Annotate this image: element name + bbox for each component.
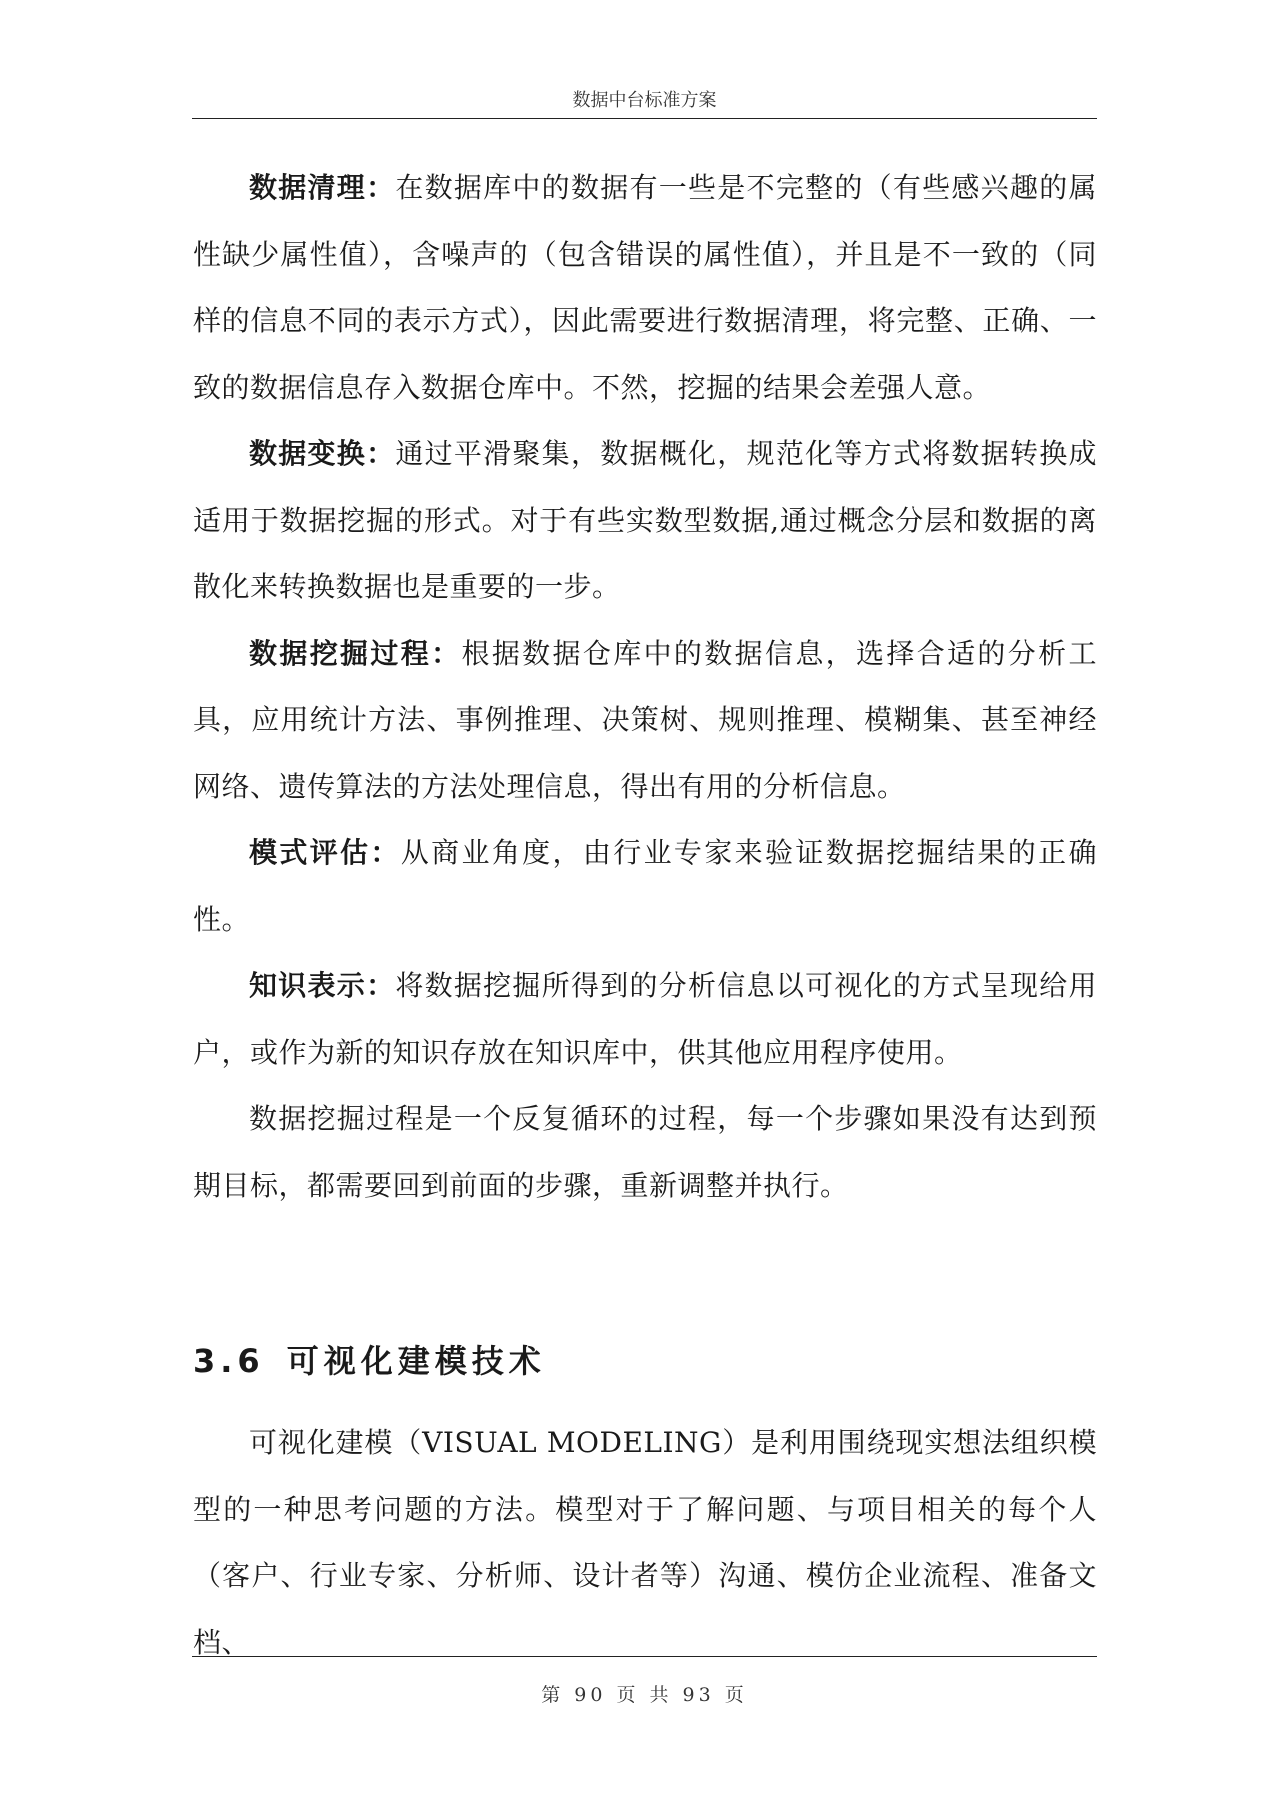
paragraph-text: 将数据挖掘所得到的分析信息以可视化的方式呈现给用户，或作为新的知识存放在知识库中，供其他应用程序使用。	[193, 969, 1097, 1069]
term-data-cleaning: 数据清理：	[249, 171, 396, 204]
paragraph-text: 在数据库中的数据有一些是不完整的（有些感兴趣的属性缺少属性值），含噪声的（包含错误的属性值），并且是不一致的（同样的信息不同的表示方式），因此需要进行数据清理，将完整、正确、一致的数据信息存入数据仓库中。不然，挖掘的结果会差强人意。	[193, 171, 1097, 404]
body-content	[193, 155, 1097, 1219]
paragraph-text: 根据数据仓库中的数据信息，选择合适的分析工具，应用统计方法、事例推理、决策树、规则推理、模糊集、甚至神经网络、遗传算法的方法处理信息，得出有用的分析信息。	[193, 636, 1097, 803]
paragraph-text: 从商业角度，由行业专家来验证数据挖掘结果的正确性。	[193, 836, 1097, 936]
paragraph-pattern-evaluation	[193, 820, 1097, 953]
paragraph-knowledge-representation	[193, 953, 1097, 1086]
header-divider	[192, 118, 1097, 119]
paragraph-data-cleaning	[193, 155, 1097, 421]
section-number: 3.6	[193, 1342, 265, 1380]
page-header: 数据中台标准方案	[572, 90, 717, 111]
page-number: 第 90 页 共 93 页	[541, 1684, 748, 1706]
footer-divider	[192, 1656, 1097, 1657]
section-content	[193, 1410, 1097, 1676]
paragraph-iterative-process	[193, 1086, 1097, 1219]
paragraph-data-transform	[193, 421, 1097, 621]
paragraph-mining-process	[193, 621, 1097, 821]
term-pattern-evaluation: 模式评估：	[249, 836, 401, 869]
section-heading	[193, 1336, 546, 1382]
paragraph-text: 通过平滑聚集，数据概化，规范化等方式将数据转换成适用于数据挖掘的形式。对于有些实数型数据,通过概念分层和数据的离散化来转换数据也是重要的一步。	[193, 437, 1097, 603]
paragraph-text: 数据挖掘过程是一个反复循环的过程，每一个步骤如果没有达到预期目标，都需要回到前面的步骤，重新调整并执行。	[193, 1102, 1097, 1202]
term-data-transform: 数据变换：	[249, 437, 396, 470]
term-knowledge-representation: 知识表示：	[249, 969, 396, 1002]
term-mining-process: 数据挖掘过程：	[249, 636, 462, 670]
paragraph-visual-modeling: 可视化建模（VISUAL MODELING）是利用围绕现实想法组织模型的一种思考问题的方法。模型对于了解问题、与项目相关的每个人（客户、行业专家、分析师、设计者等）沟通、模仿企业流程、准备文档、	[193, 1426, 1097, 1659]
section-title: 可视化建模技术	[286, 1342, 546, 1380]
